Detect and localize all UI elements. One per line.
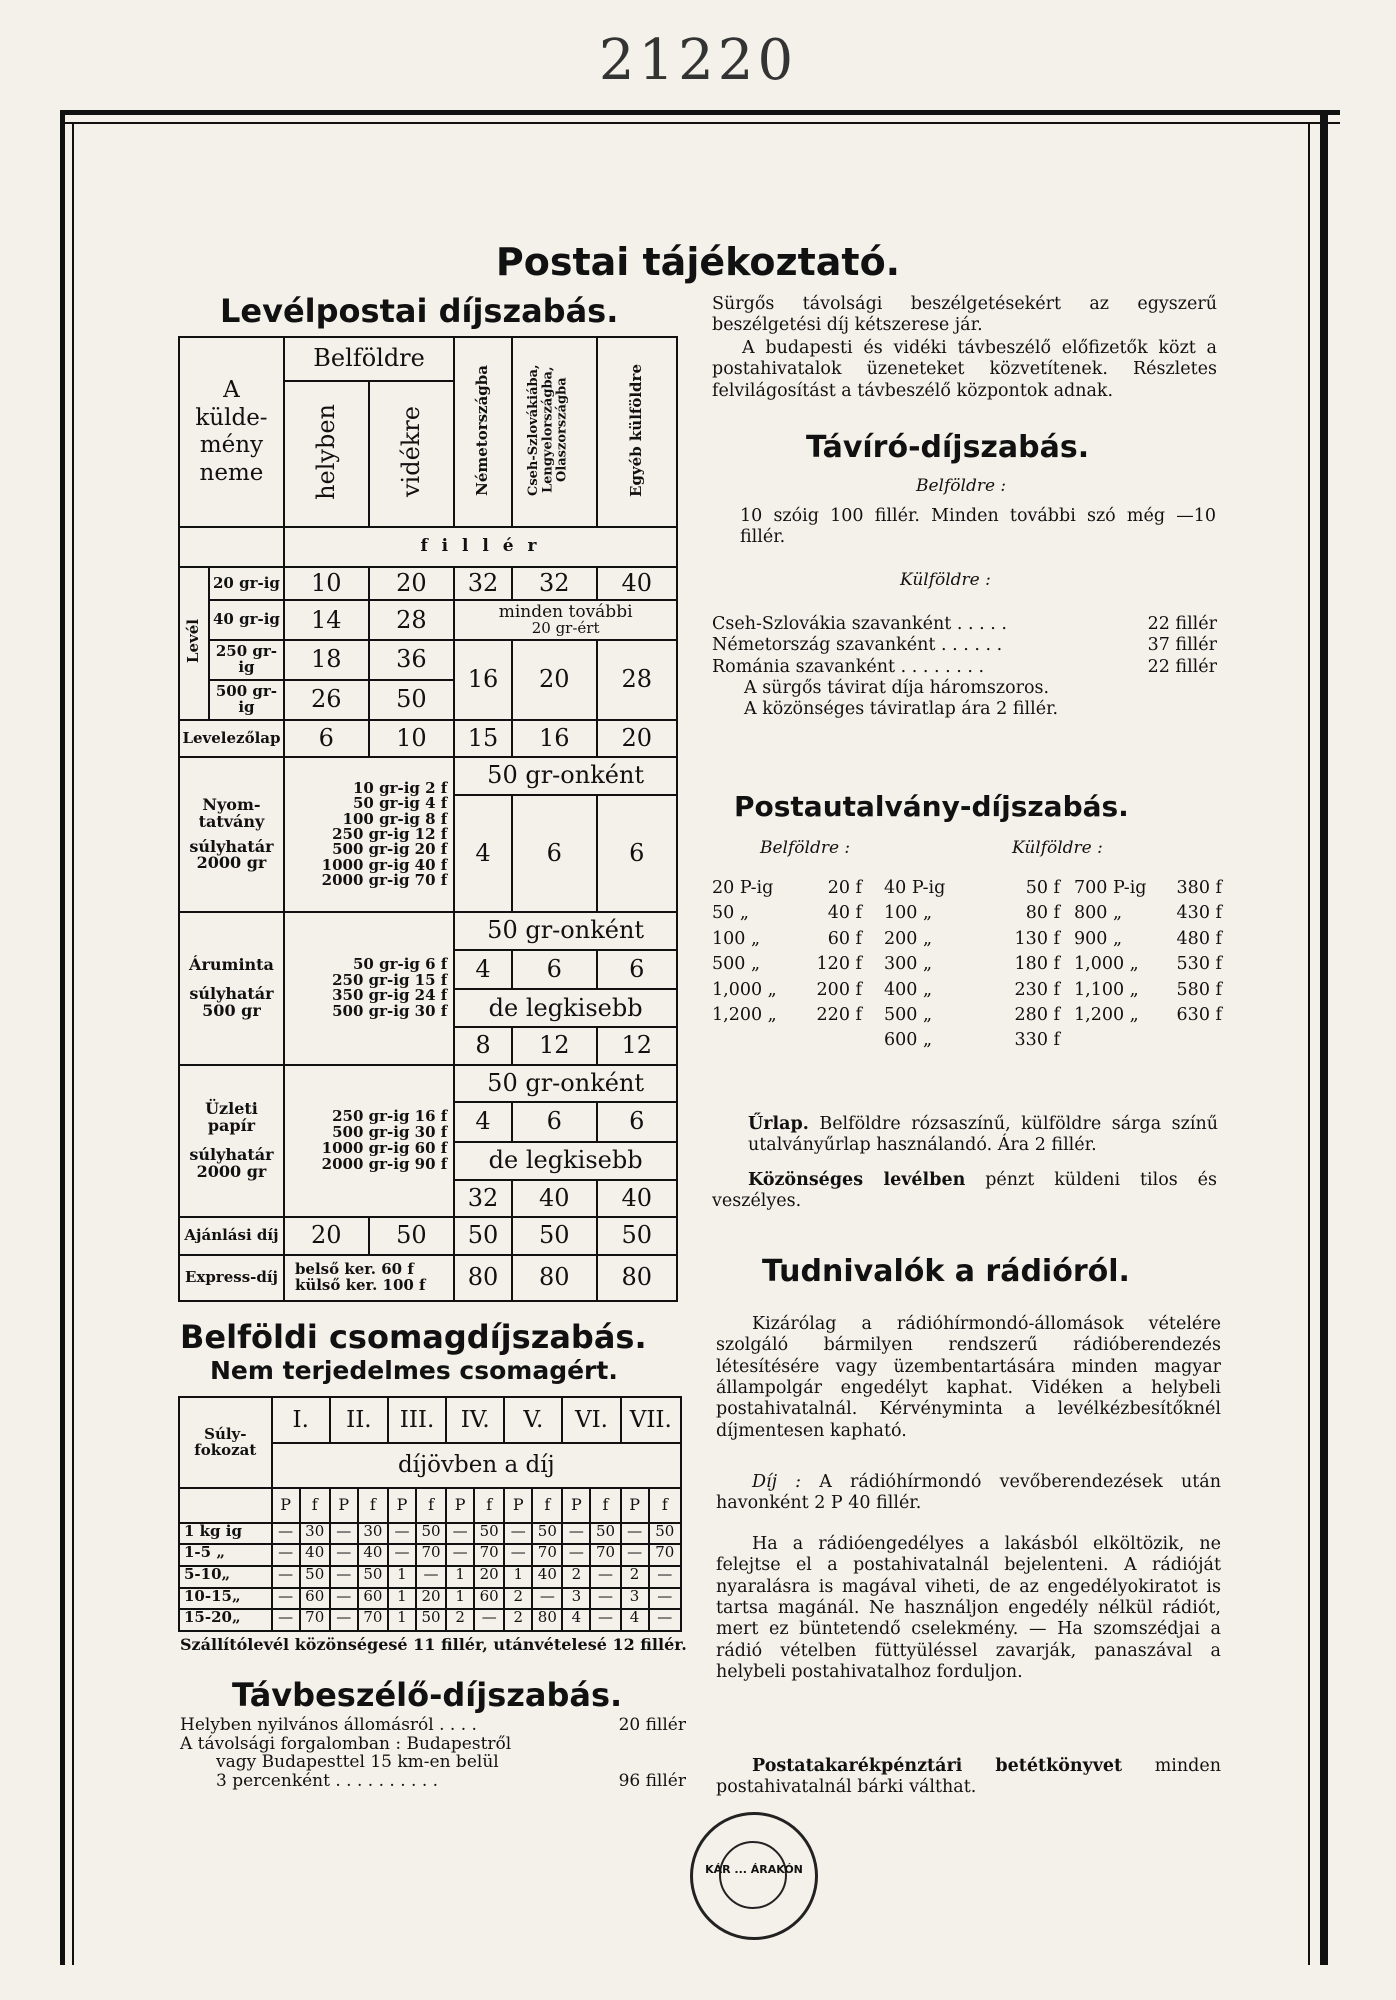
mo-fee: 60 f	[827, 928, 862, 949]
unit-p: P	[446, 1488, 474, 1522]
letter-more-czech: 20	[512, 640, 597, 719]
mo-amount: 100 „	[884, 903, 933, 924]
stamp-text: KÁR ... ÁRAKÓN	[705, 1863, 803, 1876]
letter-weight: 500 gr-ig	[209, 680, 284, 720]
sample-min-label: de legkisebb	[454, 989, 677, 1027]
business-other: 6	[597, 1102, 677, 1142]
mo-amount: 300 „	[884, 954, 933, 975]
parcel-pengo: 2	[562, 1566, 590, 1588]
parcel-row	[179, 1544, 681, 1566]
parcel-filler: 40	[300, 1544, 330, 1566]
phone-line4-value: 96 fillér	[618, 1771, 686, 1792]
business-label: Üzleti	[205, 1099, 258, 1119]
letter-more-line1: minden további	[498, 602, 633, 623]
postcard-other: 20	[597, 720, 677, 758]
letter-other: 40	[597, 567, 677, 600]
zone-header: V.	[504, 1397, 562, 1443]
parcel-weight: 1-5 „	[179, 1544, 272, 1566]
letter-label: Levél	[184, 619, 203, 664]
zone-label: díjövben a díj	[272, 1443, 681, 1489]
sample-czech: 6	[512, 950, 597, 990]
parcel-filler: 40	[532, 1566, 562, 1588]
mo-fee: 120 f	[816, 954, 862, 975]
parcel-section-title: Belföldi csomagdíjszabás.	[180, 1318, 647, 1356]
frame-left-rule-thin	[72, 122, 74, 1965]
mo-amount: 600 „	[884, 1030, 933, 1051]
sample-rate: 250 gr-ig 15 f	[332, 970, 448, 989]
parcel-pengo: —	[330, 1544, 358, 1566]
telegraph-domestic-text: 10 szóig 100 fillér. Minden további szó még —10 fillér.	[740, 506, 1216, 548]
letter-rate-table	[178, 336, 678, 1302]
parcel-filler: 50	[590, 1523, 620, 1545]
parcel-filler: 70	[300, 1609, 330, 1631]
unit-f: f	[300, 1488, 330, 1522]
mo-fee: 430 f	[1176, 903, 1222, 924]
parcel-filler: 50	[416, 1523, 446, 1545]
mo-amount: 500 „	[884, 1004, 933, 1025]
business-rate: 250 gr-ig 16 f	[332, 1107, 448, 1126]
postcard-czech: 16	[512, 720, 597, 758]
unit-f: f	[474, 1488, 504, 1522]
mo-fee: 530 f	[1176, 954, 1222, 975]
business-label: papír	[207, 1116, 256, 1136]
parcel-rate-table	[178, 1396, 682, 1632]
mo-amount: 700 P-ig	[1074, 878, 1147, 898]
mo-amount: 1,100 „	[1074, 979, 1139, 1000]
sample-min-czech: 12	[512, 1027, 597, 1065]
frame-right-rule	[1320, 110, 1328, 1965]
parcel-filler: 60	[300, 1588, 330, 1610]
parcel-filler: —	[649, 1566, 681, 1588]
parcel-filler: 50	[358, 1566, 388, 1588]
sample-label: súlyhatár	[189, 983, 274, 1003]
letter-more-other: 28	[597, 640, 677, 719]
letter-provincial: 36	[369, 640, 455, 680]
parcel-filler: 40	[358, 1544, 388, 1566]
parcel-section-subtitle: Nem terjedelmes csomagért.	[210, 1356, 618, 1385]
registered-provincial: 50	[369, 1217, 455, 1255]
parcel-row	[179, 1609, 681, 1631]
parcel-filler: 70	[532, 1544, 562, 1566]
mo-fee: 130 f	[1014, 928, 1060, 949]
postcard-local: 6	[284, 720, 369, 758]
sample-other: 6	[597, 950, 677, 990]
mo-amount: 1,200 „	[1074, 1004, 1139, 1025]
parcel-pengo: 1	[446, 1588, 474, 1610]
parcel-pengo: 1	[504, 1566, 532, 1588]
form-label: Űrlap.	[748, 1114, 809, 1134]
mo-fee: 220 f	[816, 1004, 862, 1025]
printed-germany: 4	[454, 795, 512, 912]
business-label: súlyhatár	[189, 1144, 274, 1164]
mo-amount: 1,000 „	[712, 979, 777, 1000]
zone-header: II.	[330, 1397, 388, 1443]
unit-f: f	[649, 1488, 681, 1522]
savings-text: minden postahivatalnál bárki válthat.	[716, 1756, 1221, 1798]
warning-bold: Közönséges levélben	[748, 1170, 966, 1190]
mo-amount: 500 „	[712, 954, 761, 975]
express-label: Express-díj	[179, 1255, 284, 1301]
money-order-foreign-label: Külföldre :	[1012, 838, 1103, 858]
registered-label: Ajánlási díj	[179, 1217, 284, 1255]
telegraph-domestic-label: Belföldre :	[916, 476, 1007, 496]
telegraph-country: Németország szavanként . . . . . .	[712, 635, 1003, 656]
parcel-pengo: —	[446, 1523, 474, 1545]
parcel-filler: 50	[649, 1523, 681, 1545]
mo-fee: 20 f	[827, 878, 862, 898]
business-rate: 500 gr-ig 30 f	[332, 1123, 448, 1142]
parcel-pengo: —	[330, 1566, 358, 1588]
parcel-pengo: —	[272, 1544, 300, 1566]
parcel-pengo: —	[388, 1523, 416, 1545]
header-other-foreign: Egyéb külföldre	[626, 363, 645, 497]
phone-line4-label: 3 percenként . . . . . . . . . .	[216, 1771, 439, 1792]
letter-more-germany: 16	[454, 640, 512, 719]
unit-f: f	[416, 1488, 446, 1522]
header-czech-group: Cseh-Szlovákiába, Lengyelországba, Olaszországba	[526, 364, 570, 496]
phone-section-title: Távbeszélő-díjszabás.	[232, 1676, 623, 1714]
sample-rate: 350 gr-ig 24 f	[332, 986, 448, 1005]
parcel-filler: —	[649, 1609, 681, 1631]
form-text: Belföldre rózsaszínű, külföldre sárga színű utalványűrlap használandó. Ára 2 fillér.	[748, 1114, 1218, 1156]
money-order-foreign-list-b	[1074, 876, 1222, 1028]
zone-header: VII.	[621, 1397, 681, 1443]
printed-rate: 1000 gr-ig 40 f	[321, 855, 448, 874]
parcel-pengo: —	[272, 1588, 300, 1610]
parcel-filler: —	[590, 1609, 620, 1631]
parcel-note: Szállítólevél közönségesé 11 fillér, utánvételesé 12 fillér.	[180, 1635, 687, 1654]
mo-amount: 40 P-ig	[884, 878, 946, 898]
parcel-pengo: 4	[621, 1609, 649, 1631]
parcel-pengo: 2	[504, 1609, 532, 1631]
unit-p: P	[272, 1488, 300, 1522]
mo-amount: 800 „	[1074, 903, 1123, 924]
mo-fee: 50 f	[1025, 878, 1060, 898]
header-germany: Németországba	[473, 364, 492, 496]
parcel-pengo: —	[272, 1566, 300, 1588]
mo-amount: 1,200 „	[712, 1004, 777, 1025]
parcel-filler: 50	[532, 1523, 562, 1545]
radio-p4	[716, 1756, 1221, 1799]
parcel-filler: —	[474, 1609, 504, 1631]
letter-local: 26	[284, 680, 369, 720]
printed-label: 2000 gr	[196, 853, 267, 873]
letter-section-title: Levélpostai díjszabás.	[220, 292, 619, 330]
parcel-pengo: —	[562, 1544, 590, 1566]
parcel-filler: 80	[532, 1609, 562, 1631]
unit-p: P	[562, 1488, 590, 1522]
phone-rates	[180, 1716, 686, 1791]
business-min-other: 40	[597, 1180, 677, 1218]
business-czech: 6	[512, 1102, 597, 1142]
parcel-filler: 60	[358, 1588, 388, 1610]
letter-provincial: 50	[369, 680, 455, 720]
parcel-filler: 70	[590, 1544, 620, 1566]
radio-section-title: Tudnivalók a rádióról.	[762, 1254, 1130, 1289]
sample-germany: 4	[454, 950, 512, 990]
radio-p2	[716, 1472, 1221, 1515]
zone-header: I.	[272, 1397, 330, 1443]
frame-left-rule	[60, 110, 65, 1965]
business-germany: 4	[454, 1102, 512, 1142]
header-item-kind: A külde- mény neme	[195, 376, 268, 486]
phone-line1-label: Helyben nyilvános állomásról . . . .	[180, 1715, 477, 1735]
radio-fee-label: Díj :	[752, 1472, 802, 1492]
parcel-filler: —	[590, 1588, 620, 1610]
parcel-pengo: 3	[621, 1588, 649, 1610]
parcel-filler: 60	[474, 1588, 504, 1610]
parcel-pengo: 1	[388, 1609, 416, 1631]
parcel-pengo: 2	[504, 1588, 532, 1610]
mo-fee: 480 f	[1176, 928, 1222, 949]
printed-rate: 250 gr-ig 12 f	[332, 824, 448, 843]
radio-p3: Ha a rádióengedélyes a lakásból elköltözik, ne felejtse el a postahivatalnál bejelenteni. A rádióját nyaralásra is magával viheti, de az engedélyokiratot is tartsa magánál. Ne használjon engedély nélkül rádiót, mert ez büntetendő cselekmény. — Ha szomszédjai a rádió vételben füttyüléssel zavarják, panaszával a helybeli postahivatalhoz forduljon.	[716, 1534, 1221, 1683]
main-title: Postai tájékoztató.	[495, 240, 901, 284]
sample-label: 500 gr	[202, 1000, 261, 1020]
telegraph-price: 22 fillér	[1147, 656, 1217, 677]
express-germany: 80	[454, 1255, 512, 1301]
registered-local: 20	[284, 1217, 369, 1255]
parcel-filler: 20	[474, 1566, 504, 1588]
parcel-weight: 5-10„	[179, 1566, 272, 1588]
parcel-filler: 70	[649, 1544, 681, 1566]
radio-p1: Kizárólag a rádióhírmondó-állomások vételére szolgáló bármilyen rendszerű rádióberendezés létesítésére vagy üzembentartására minden magyar állampolgár engedélyt kaphat. Vidéken a helybeli postahivatalnál. Kérvényminta a levélkézbesítőknél díjmentesen kapható.	[716, 1314, 1221, 1441]
parcel-filler: 70	[358, 1609, 388, 1631]
letter-weight: 20 gr-ig	[209, 567, 284, 600]
unit-f: f	[590, 1488, 620, 1522]
telegraph-section-title: Távíró-díjszabás.	[806, 430, 1090, 465]
money-order-form-note	[748, 1114, 1218, 1157]
page-number: 21220	[598, 28, 798, 93]
parcel-pengo: 2	[446, 1609, 474, 1631]
parcel-filler: —	[590, 1566, 620, 1588]
mo-fee: 200 f	[816, 979, 862, 1000]
parcel-filler: —	[649, 1588, 681, 1610]
radio-fee-text: A rádióhírmondó vevőberendezések után havonként 2 P 40 fillér.	[716, 1472, 1221, 1514]
phone-line1-value: 20 fillér	[618, 1715, 686, 1735]
express-other: 80	[597, 1255, 677, 1301]
parcel-filler: 70	[474, 1544, 504, 1566]
phone-line2: A távolsági forgalomban : Budapestről	[180, 1733, 512, 1754]
parcel-pengo: 2	[621, 1566, 649, 1588]
mo-amount: 50 „	[712, 903, 749, 924]
mo-fee: 630 f	[1176, 1004, 1222, 1025]
registered-czech: 50	[512, 1217, 597, 1255]
letter-provincial: 20	[369, 567, 455, 600]
parcel-pengo: —	[446, 1544, 474, 1566]
letter-czech: 32	[512, 567, 597, 600]
registered-other: 50	[597, 1217, 677, 1255]
parcel-pengo: —	[621, 1523, 649, 1545]
letter-more-line2: 20 gr-ért	[531, 619, 600, 638]
parcel-pengo: —	[504, 1523, 532, 1545]
zone-header: VI.	[562, 1397, 620, 1443]
sample-label: Áruminta	[189, 955, 274, 975]
mo-fee: 580 f	[1176, 979, 1222, 1000]
parcel-pengo: —	[330, 1609, 358, 1631]
letter-local: 14	[284, 600, 369, 640]
zone-header: IV.	[446, 1397, 504, 1443]
telegraph-country: Cseh-Szlovákia szavanként . . . . .	[712, 614, 1007, 634]
parcel-pengo: —	[621, 1544, 649, 1566]
telegraph-form: A közönséges táviratlap ára 2 fillér.	[744, 699, 1059, 720]
unit-p: P	[504, 1488, 532, 1522]
parcel-pengo: —	[562, 1523, 590, 1545]
parcel-filler: 50	[474, 1523, 504, 1545]
parcel-pengo: —	[504, 1544, 532, 1566]
mo-fee: 330 f	[1014, 1030, 1060, 1051]
parcel-pengo: 1	[446, 1566, 474, 1588]
sample-per: 50 gr-onként	[454, 912, 677, 950]
mo-amount: 400 „	[884, 979, 933, 1000]
parcel-filler: 30	[358, 1523, 388, 1545]
mo-fee: 230 f	[1014, 979, 1060, 1000]
business-min-label: de legkisebb	[454, 1142, 677, 1180]
printed-rate: 500 gr-ig 20 f	[332, 840, 448, 859]
urgent-calls-text: Sürgős távolsági beszélgetésekért az egyszerű beszélgetési díj kétszerese jár.	[712, 294, 1217, 336]
mo-amount: 20 P-ig	[712, 878, 774, 898]
parcel-pengo: —	[330, 1523, 358, 1545]
parcel-row	[179, 1566, 681, 1588]
mo-fee: 380 f	[1176, 878, 1222, 898]
business-per: 50 gr-onként	[454, 1065, 677, 1103]
parcel-pengo: —	[272, 1609, 300, 1631]
postcard-label: Levelezőlap	[179, 720, 284, 758]
telegraph-foreign-label: Külföldre :	[900, 570, 991, 590]
printed-label: súlyhatár	[189, 836, 274, 856]
phone-line3: vagy Budapesttel 15 km-en belül	[216, 1752, 499, 1773]
printed-label: tatvány	[198, 811, 265, 831]
money-order-section-title: Postautalvány-díjszabás.	[734, 790, 1129, 823]
parcel-weight: 15-20„	[179, 1609, 272, 1631]
mo-fee: 40 f	[827, 903, 862, 924]
express-outer: külső ker. 100 f	[294, 1275, 426, 1294]
mo-fee: 280 f	[1014, 1004, 1060, 1025]
letter-weight: 250 gr-ig	[209, 640, 284, 680]
printed-rate: 50 gr-ig 4 f	[352, 794, 448, 813]
parcel-row	[179, 1523, 681, 1545]
header-unit: f i l l é r	[284, 527, 677, 567]
postcard-germany: 15	[454, 720, 512, 758]
parcel-pengo: —	[272, 1523, 300, 1545]
parcel-weight: 10-15„	[179, 1588, 272, 1610]
unit-p: P	[388, 1488, 416, 1522]
frame-top-rule-thin	[60, 122, 1340, 124]
frame-top-rule	[60, 110, 1340, 115]
telegraph-price: 37 fillér	[1147, 635, 1217, 656]
unit-f: f	[532, 1488, 562, 1522]
money-order-domestic-list	[712, 876, 862, 1028]
sample-rate: 500 gr-ig 30 f	[332, 1002, 448, 1020]
postcard-provincial: 10	[369, 720, 455, 758]
printed-per: 50 gr-onként	[454, 757, 677, 795]
business-min-czech: 40	[512, 1180, 597, 1218]
printed-rate: 100 gr-ig 8 f	[342, 809, 448, 828]
unit-p: P	[330, 1488, 358, 1522]
mo-fee: 180 f	[1014, 954, 1060, 975]
business-rate: 1000 gr-ig 60 f	[321, 1138, 448, 1157]
header-domestic: Belföldre	[284, 337, 454, 381]
letter-local: 18	[284, 640, 369, 680]
parcel-filler: —	[532, 1588, 562, 1610]
printed-rate: 10 gr-ig 2 f	[352, 779, 448, 798]
header-local: helyben	[311, 403, 340, 500]
parcel-filler: 20	[416, 1588, 446, 1610]
letter-germany: 32	[454, 567, 512, 600]
parcel-pengo: —	[388, 1544, 416, 1566]
unit-p: P	[621, 1488, 649, 1522]
parcel-filler: 50	[416, 1609, 446, 1631]
mo-amount: 1,000 „	[1074, 954, 1139, 975]
mo-amount: 100 „	[712, 928, 761, 949]
parcel-filler: 30	[300, 1523, 330, 1545]
mo-amount: 900 „	[1074, 928, 1123, 949]
sample-min-other: 12	[597, 1027, 677, 1065]
library-stamp	[690, 1812, 818, 1940]
warning-text: pénzt küldeni tilos és veszélyes.	[712, 1170, 1217, 1212]
sample-min-germany: 8	[454, 1027, 512, 1065]
telegraph-price: 22 fillér	[1147, 614, 1217, 634]
business-rate: 2000 gr-ig 90 f	[321, 1154, 448, 1173]
unit-f: f	[358, 1488, 388, 1522]
frame-right-rule-thin	[1308, 122, 1310, 1965]
parcel-pengo: 4	[562, 1609, 590, 1631]
registered-germany: 50	[454, 1217, 512, 1255]
mo-fee: 80 f	[1025, 903, 1060, 924]
weight-class-label: Súly- fokozat	[194, 1424, 257, 1459]
parcel-filler: —	[416, 1566, 446, 1588]
printed-czech: 6	[512, 795, 597, 912]
telegraph-rates	[712, 614, 1217, 721]
sample-rate: 50 gr-ig 6 f	[352, 954, 448, 973]
money-order-domestic-label: Belföldre :	[760, 838, 851, 858]
letter-weight: 40 gr-ig	[209, 600, 284, 640]
parcel-pengo: 3	[562, 1588, 590, 1610]
express-czech: 80	[512, 1255, 597, 1301]
parcel-filler: 70	[416, 1544, 446, 1566]
parcel-pengo: —	[330, 1588, 358, 1610]
money-order-foreign-list-a	[884, 876, 1060, 1054]
header-provincial: vidékre	[396, 405, 425, 498]
letter-provincial: 28	[369, 600, 455, 640]
phone-messages-text: A budapesti és vidéki távbeszélő előfizetők közt a postahivatalok üzeneteket közvetítenek. Részletes felvilágosítást a távbeszélő központok adnak.	[712, 338, 1217, 401]
telegraph-urgent: A sürgős távirat díja háromszoros.	[744, 678, 1050, 699]
mo-amount: 200 „	[884, 928, 933, 949]
parcel-weight: 1 kg ig	[179, 1523, 272, 1545]
printed-rate: 2000 gr-ig 70 f	[321, 870, 448, 889]
business-label: 2000 gr	[196, 1161, 267, 1181]
parcel-pengo: 1	[388, 1588, 416, 1610]
money-order-warning	[712, 1170, 1217, 1213]
savings-bold: Postatakarékpénztári betétkönyvet	[752, 1756, 1123, 1776]
zone-header: III.	[388, 1397, 446, 1443]
parcel-pengo: 1	[388, 1566, 416, 1588]
parcel-filler: 50	[300, 1566, 330, 1588]
parcel-rows	[179, 1523, 681, 1631]
parcel-row	[179, 1588, 681, 1610]
printed-other: 6	[597, 795, 677, 912]
business-min-germany: 32	[454, 1180, 512, 1218]
printed-label: Nyom-	[202, 795, 261, 814]
telegraph-country: Románia szavanként . . . . . . . .	[712, 656, 985, 677]
express-inner: belső ker. 60 f	[294, 1260, 414, 1279]
letter-local: 10	[284, 567, 369, 600]
